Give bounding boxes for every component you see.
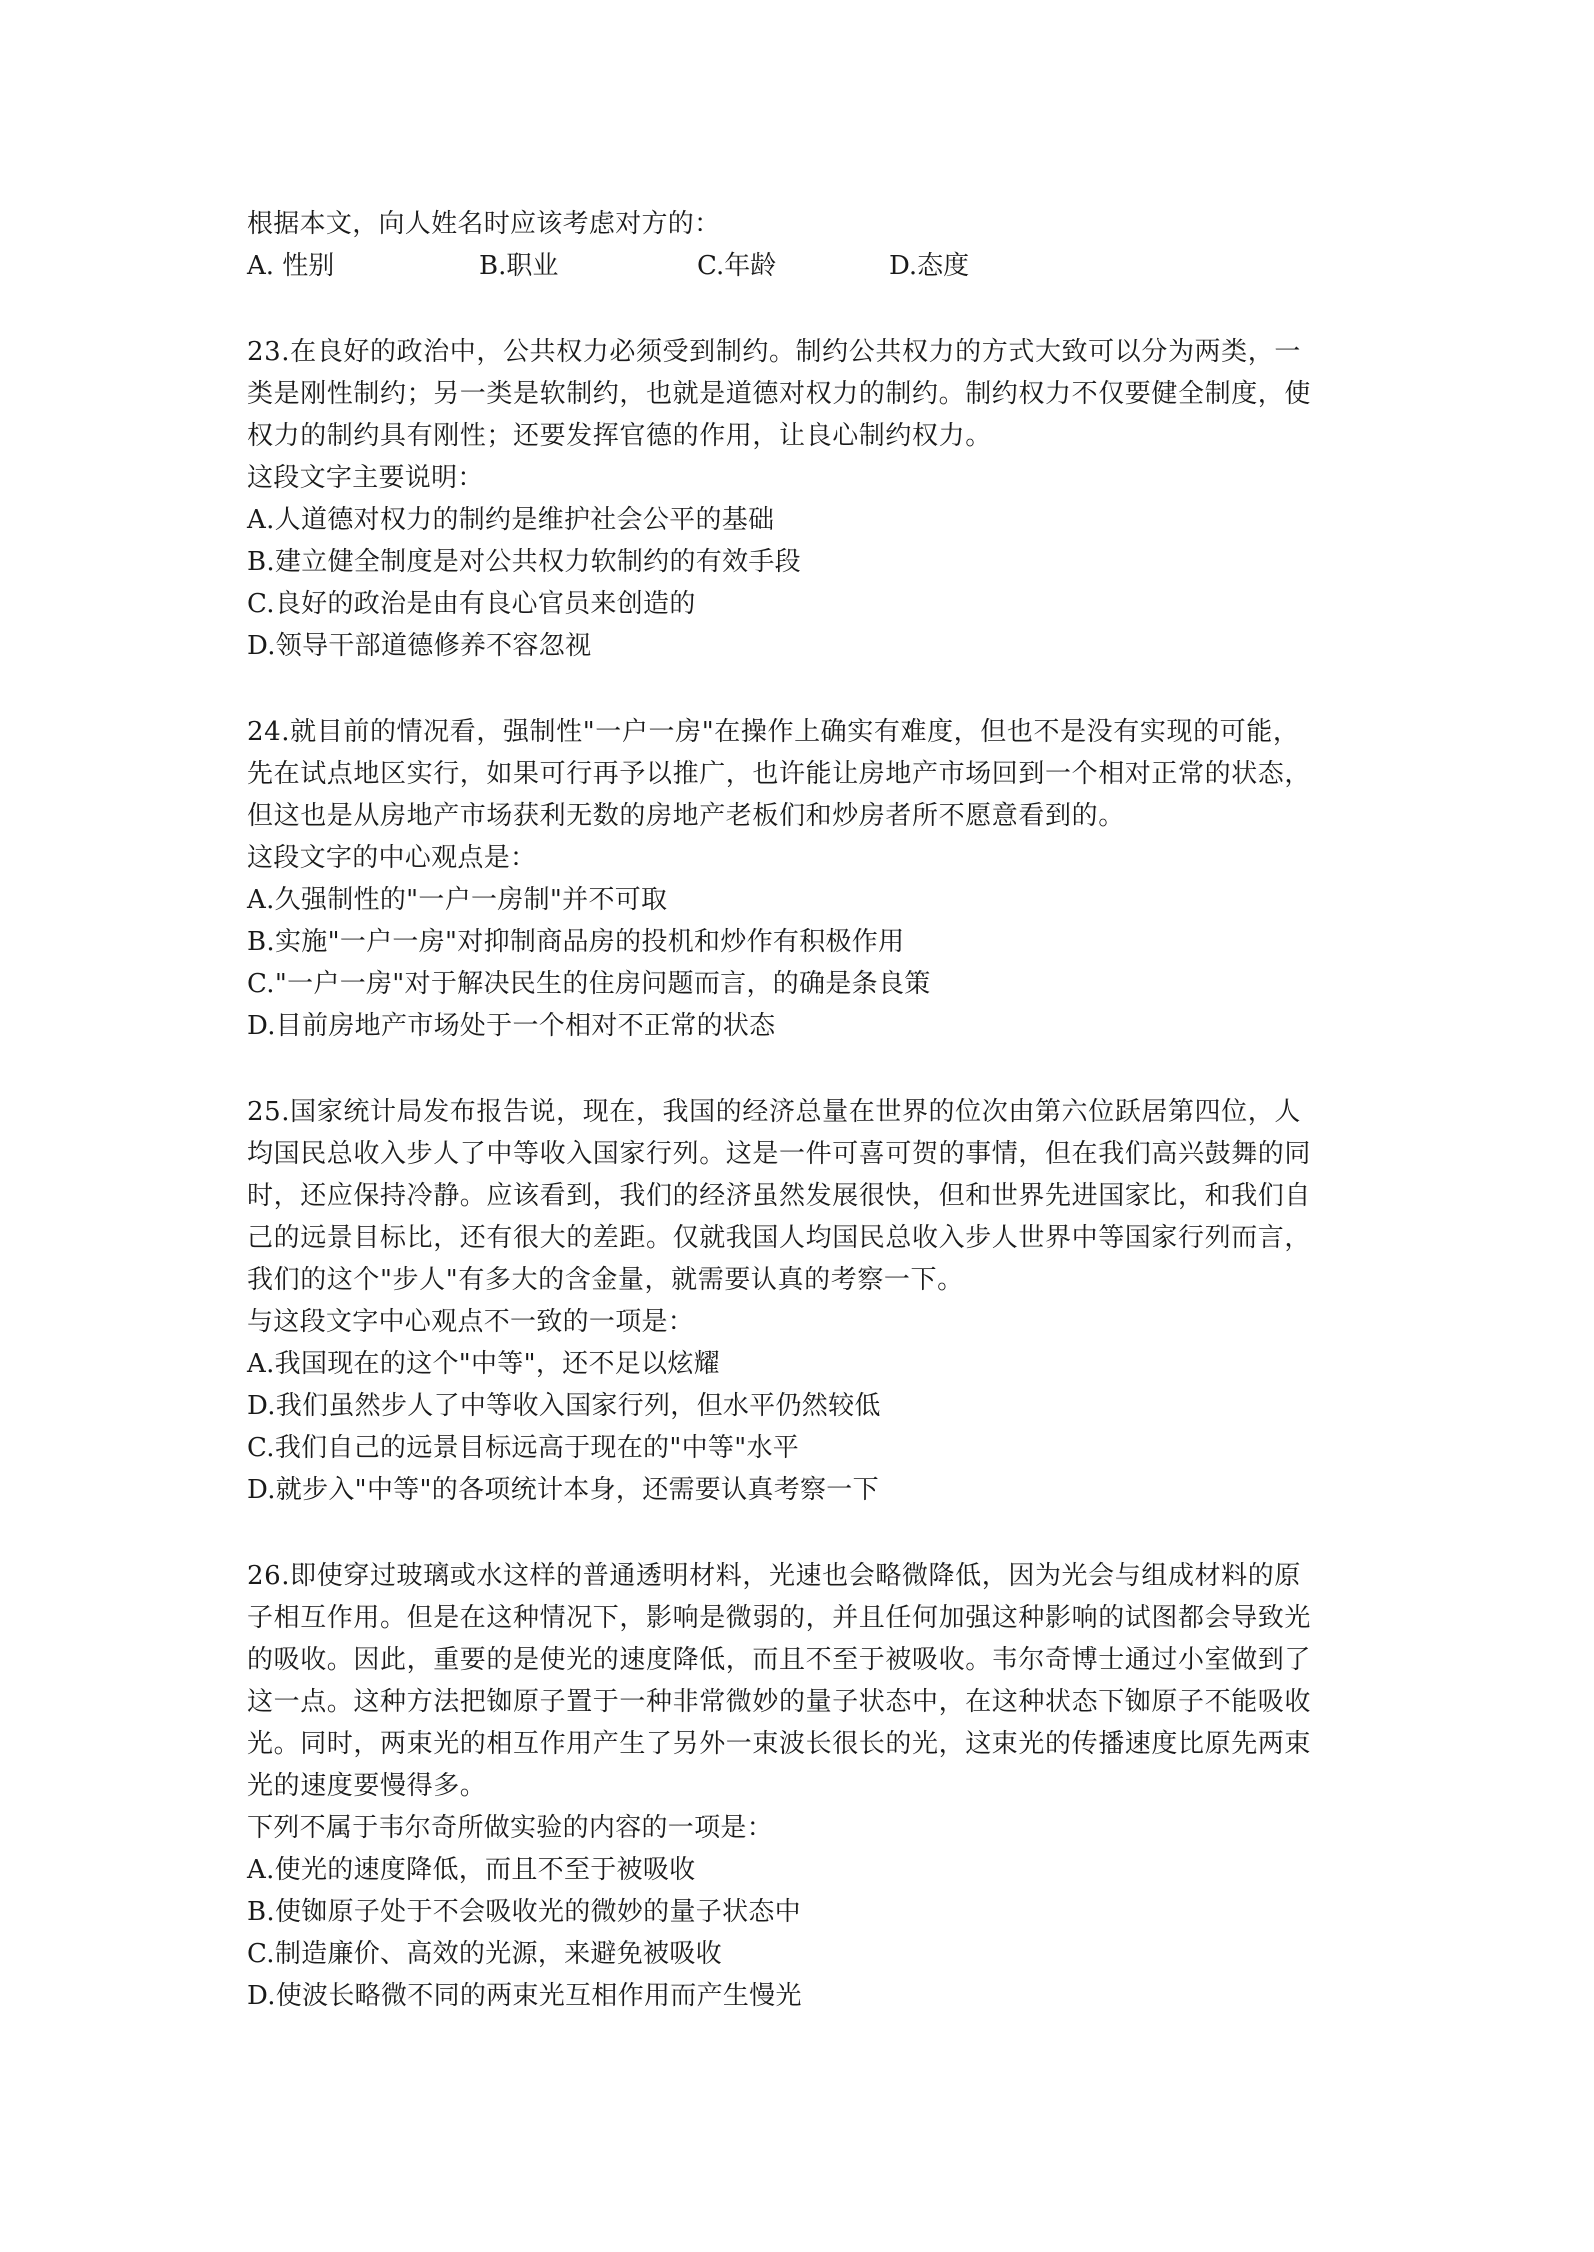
- option-c: C."一户一房"对于解决民生的住房问题而言，的确是条良策: [247, 969, 931, 999]
- passage-line: 24.就目前的情况看，强制性"一户一房"在操作上确实有难度，但也不是没有实现的可能，: [247, 717, 1300, 747]
- question-26: [247, 1555, 1352, 2017]
- intro-option-b: B.职业: [479, 251, 559, 281]
- intro-question: 根据本文，向人姓名时应该考虑对方的：: [247, 209, 721, 239]
- option-c: C.制造廉价、高效的光源，来避免被吸收: [247, 1939, 722, 1969]
- question-prompt: 这段文字的中心观点是：: [247, 843, 537, 873]
- option-c: C.我们自己的远景目标远高于现在的"中等"水平: [247, 1433, 800, 1463]
- option-a: A.人道德对权力的制约是维护社会公平的基础: [247, 505, 775, 535]
- question-prompt: 与这段文字中心观点不一致的一项是：: [247, 1307, 695, 1337]
- option-d: D.就步入"中等"的各项统计本身，还需要认真考察一下: [247, 1475, 879, 1505]
- passage-line: 均国民总收入步人了中等收入国家行列。这是一件可喜可贺的事情，但在我们高兴鼓舞的同: [247, 1139, 1312, 1169]
- option-c: C.良好的政治是由有良心官员来创造的: [247, 589, 696, 619]
- passage-line: 这一点。这种方法把铷原子置于一种非常微妙的量子状态中，在这种状态下铷原子不能吸收: [247, 1687, 1312, 1717]
- passage-line: 先在试点地区实行，如果可行再予以推广，也许能让房地产市场回到一个相对正常的状态，: [247, 759, 1312, 789]
- option-d: D.使波长略微不同的两束光互相作用而产生慢光: [247, 1981, 802, 2011]
- option-d: D.领导干部道德修养不容忽视: [247, 631, 592, 661]
- question-prompt: 下列不属于韦尔奇所做实验的内容的一项是：: [247, 1813, 774, 1843]
- option-b: B.实施"一户一房"对抑制商品房的投机和炒作有积极作用: [247, 927, 905, 957]
- option-a: A.使光的速度降低，而且不至于被吸收: [247, 1855, 696, 1885]
- question-25: [247, 1091, 1352, 1511]
- passage-line: 光。同时，两束光的相互作用产生了另外一束波长很长的光，这束光的传播速度比原先两束: [247, 1729, 1312, 1759]
- option-a: A.我国现在的这个"中等"，还不足以炫耀: [247, 1349, 720, 1379]
- passage-line: 己的远景目标比，还有很大的差距。仅就我国人均国民总收入步人世界中等国家行列而言，: [247, 1223, 1312, 1253]
- document-page: [247, 203, 1352, 2017]
- intro-question-block: [247, 203, 1352, 287]
- option-d: D.目前房地产市场处于一个相对不正常的状态: [247, 1011, 776, 1041]
- passage-line: 子相互作用。但是在这种情况下，影响是微弱的，并且任何加强这种影响的试图都会导致光: [247, 1603, 1312, 1633]
- passage-line: 23.在良好的政治中，公共权力必须受到制约。制约公共权力的方式大致可以分为两类，一: [247, 337, 1301, 367]
- option-b: B.建立健全制度是对公共权力软制约的有效手段: [247, 547, 801, 577]
- passage-line: 的吸收。因此，重要的是使光的速度降低，而且不至于被吸收。韦尔奇博士通过小室做到了: [247, 1645, 1312, 1675]
- passage-line: 26.即使穿过玻璃或水这样的普通透明材料，光速也会略微降低，因为光会与组成材料的原: [247, 1561, 1301, 1591]
- question-24: [247, 711, 1352, 1047]
- passage-line: 我们的这个"步人"有多大的含金量，就需要认真的考察一下。: [247, 1265, 964, 1295]
- intro-option-a: A. 性别: [247, 251, 335, 281]
- passage-line: 时，还应保持冷静。应该看到，我们的经济虽然发展很快，但和世界先进国家比，和我们自: [247, 1181, 1312, 1211]
- passage-line: 光的速度要慢得多。: [247, 1771, 487, 1801]
- question-prompt: 这段文字主要说明：: [247, 463, 484, 493]
- passage-line: 但这也是从房地产市场获利无数的房地产老板们和炒房者所不愿意看到的。: [247, 801, 1125, 831]
- passage-line: 25.国家统计局发布报告说，现在，我国的经济总量在世界的位次由第六位跃居第四位，人: [247, 1097, 1301, 1127]
- passage-line: 权力的制约具有刚性；还要发挥官德的作用，让良心制约权力。: [247, 421, 992, 451]
- option-b: D.我们虽然步人了中等收入国家行列，但水平仍然较低: [247, 1391, 881, 1421]
- passage-line: 类是刚性制约；另一类是软制约，也就是道德对权力的制约。制约权力不仅要健全制度，使: [247, 379, 1312, 409]
- intro-option-d: D.态度: [889, 251, 970, 281]
- intro-options: [247, 245, 1352, 287]
- option-a: A.久强制性的"一户一房制"并不可取: [247, 885, 668, 915]
- intro-option-c: C.年龄: [697, 251, 777, 281]
- option-b: B.使铷原子处于不会吸收光的微妙的量子状态中: [247, 1897, 801, 1927]
- question-23: [247, 331, 1352, 667]
